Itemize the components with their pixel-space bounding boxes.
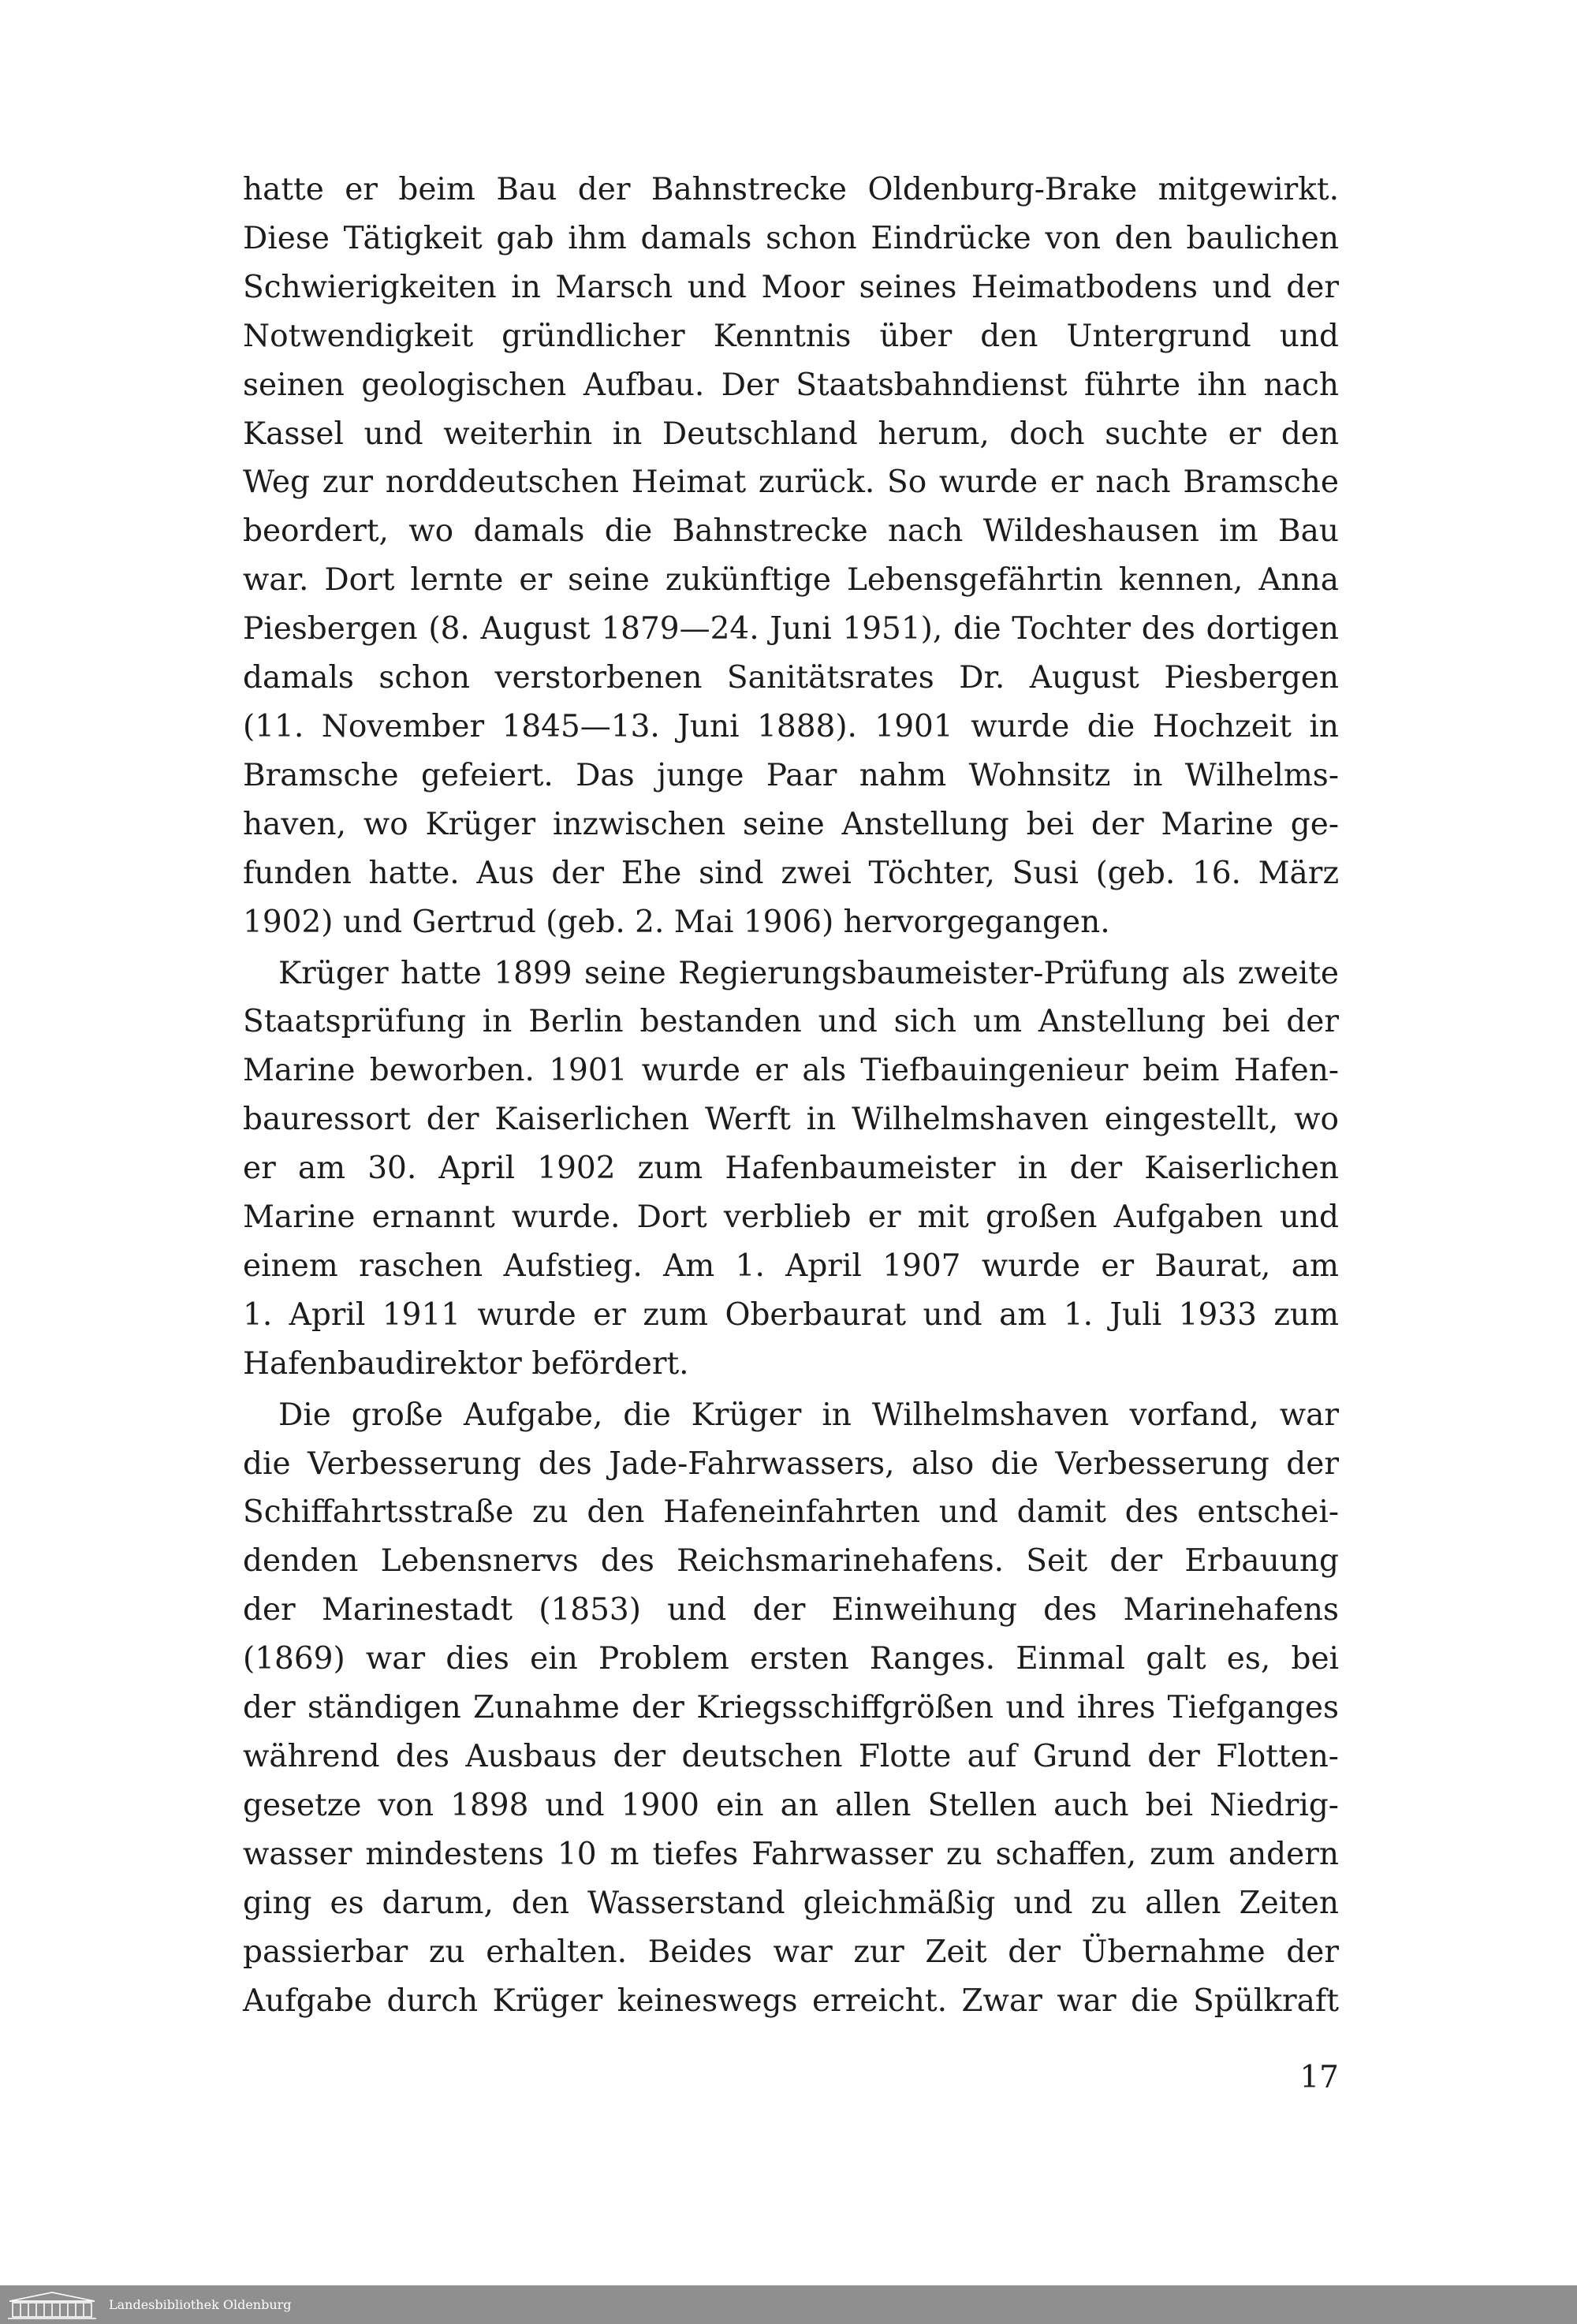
page-number: 17	[1299, 2060, 1339, 2095]
paragraph-1	[243, 166, 1339, 947]
text-line: der Marinestadt (1853) und der Einweihung des Marinehafens	[243, 1592, 1339, 1628]
text-line: 1. April 1911 wurde er zum Oberbaurat und am 1. Juli 1933 zum	[243, 1296, 1339, 1333]
text-line: Notwendigkeit gründlicher Kenntnis über den Untergrund und	[243, 318, 1339, 354]
text-line: Marine ernannt wurde. Dort verblieb er mit großen Aufgaben und	[243, 1199, 1339, 1236]
text-line: Krüger hatte 1899 seine Regierungsbaumeister-Prüfung als zweite	[278, 955, 1339, 991]
text-line: Piesbergen (8. August 1879—24. Juni 1951), die Tochter des dortigen	[243, 611, 1339, 647]
text-line: Die große Aufgabe, die Krüger in Wilhelmshaven vorfand, war	[278, 1397, 1339, 1433]
text-line: einem raschen Aufstieg. Am 1. April 1907 wurde er Baurat, am	[243, 1248, 1339, 1284]
text-line: bauressort der Kaiserlichen Werft in Wilhelmshaven eingestellt, wo	[243, 1102, 1339, 1138]
text-line: Bramsche gefeiert. Das junge Paar nahm Wohnsitz in Wilhelms-	[243, 757, 1339, 793]
text-line: (1869) war dies ein Problem ersten Ranges. Einmal galt es, bei	[243, 1641, 1339, 1677]
text-line: ging es darum, den Wasserstand gleichmäßig und zu allen Zeiten	[243, 1885, 1339, 1921]
text-line: hatte er beim Bau der Bahnstrecke Oldenburg-Brake mitgewirkt.	[243, 172, 1339, 207]
text-line: Staatsprüfung in Berlin bestanden und sich um Anstellung bei der	[243, 1004, 1339, 1040]
text-line: Weg zur norddeutschen Heimat zurück. So wurde er nach Bramsche	[243, 464, 1339, 501]
text-line: beordert, wo damals die Bahnstrecke nach Wildeshausen im Bau	[243, 513, 1339, 550]
text-line: denden Lebensnervs des Reichsmarinehafens. Seit der Erbauung	[243, 1543, 1339, 1580]
body-text	[243, 166, 1339, 2025]
text-line: Marine beworben. 1901 wurde er als Tiefbauingenieur beim Hafen-	[243, 1053, 1339, 1089]
text-line: Schiffahrtsstraße zu den Hafeneinfahrten und damit des entschei-	[243, 1494, 1339, 1531]
text-line: 1902) und Gertrud (geb. 2. Mai 1906) hervorgegangen.	[243, 904, 1110, 940]
text-line: Kassel und weiterhin in Deutschland herum, doch suchte er den	[243, 416, 1339, 452]
text-line: gesetze von 1898 und 1900 ein an allen Stellen auch bei Niedrig-	[243, 1787, 1339, 1823]
text-line: damals schon verstorbenen Sanitätsrates Dr. August Piesbergen	[243, 660, 1339, 696]
text-line: seinen geologischen Aufbau. Der Staatsbahndienst führte ihn nach	[243, 367, 1339, 403]
library-building-icon	[6, 2290, 98, 2320]
text-line: Aufgabe durch Krüger keineswegs erreicht. Zwar war die Spülkraft	[243, 1983, 1339, 2019]
paragraph-3	[243, 1391, 1339, 2026]
text-line: Schwierigkeiten in Marsch und Moor seines Heimatbodens und der	[243, 269, 1339, 305]
text-line: wasser mindestens 10 m tiefes Fahrwasser zu schaffen, zum andern	[243, 1836, 1339, 1872]
text-line: Hafenbaudirektor befördert.	[243, 1345, 689, 1382]
text-line: Diese Tätigkeit gab ihm damals schon Eindrücke von den baulichen	[243, 220, 1339, 256]
footer-bar	[0, 2285, 1577, 2324]
text-line: haven, wo Krüger inzwischen seine Anstellung bei der Marine ge-	[243, 806, 1339, 842]
text-line: passierbar zu erhalten. Beides war zur Zeit der Übernahme der	[243, 1934, 1339, 1970]
text-line: funden hatte. Aus der Ehe sind zwei Töchter, Susi (geb. 16. März	[243, 855, 1339, 891]
text-line: (11. November 1845—13. Juni 1888). 1901 wurde die Hochzeit in	[243, 708, 1339, 744]
text-line: während des Ausbaus der deutschen Flotte auf Grund der Flotten-	[243, 1739, 1339, 1774]
text-line: der ständigen Zunahme der Kriegsschiffgrößen und ihres Tiefganges	[243, 1690, 1339, 1726]
text-line: die Verbesserung des Jade-Fahrwassers, also die Verbesserung der	[243, 1446, 1339, 1482]
paragraph-2	[243, 949, 1339, 1389]
library-name: Landesbibliothek Oldenburg	[109, 2297, 292, 2312]
text-line: er am 30. April 1902 zum Hafenbaumeister in der Kaiserlichen	[243, 1151, 1339, 1187]
text-line: war. Dort lernte er seine zukünftige Lebensgefährtin kennen, Anna	[243, 562, 1339, 599]
